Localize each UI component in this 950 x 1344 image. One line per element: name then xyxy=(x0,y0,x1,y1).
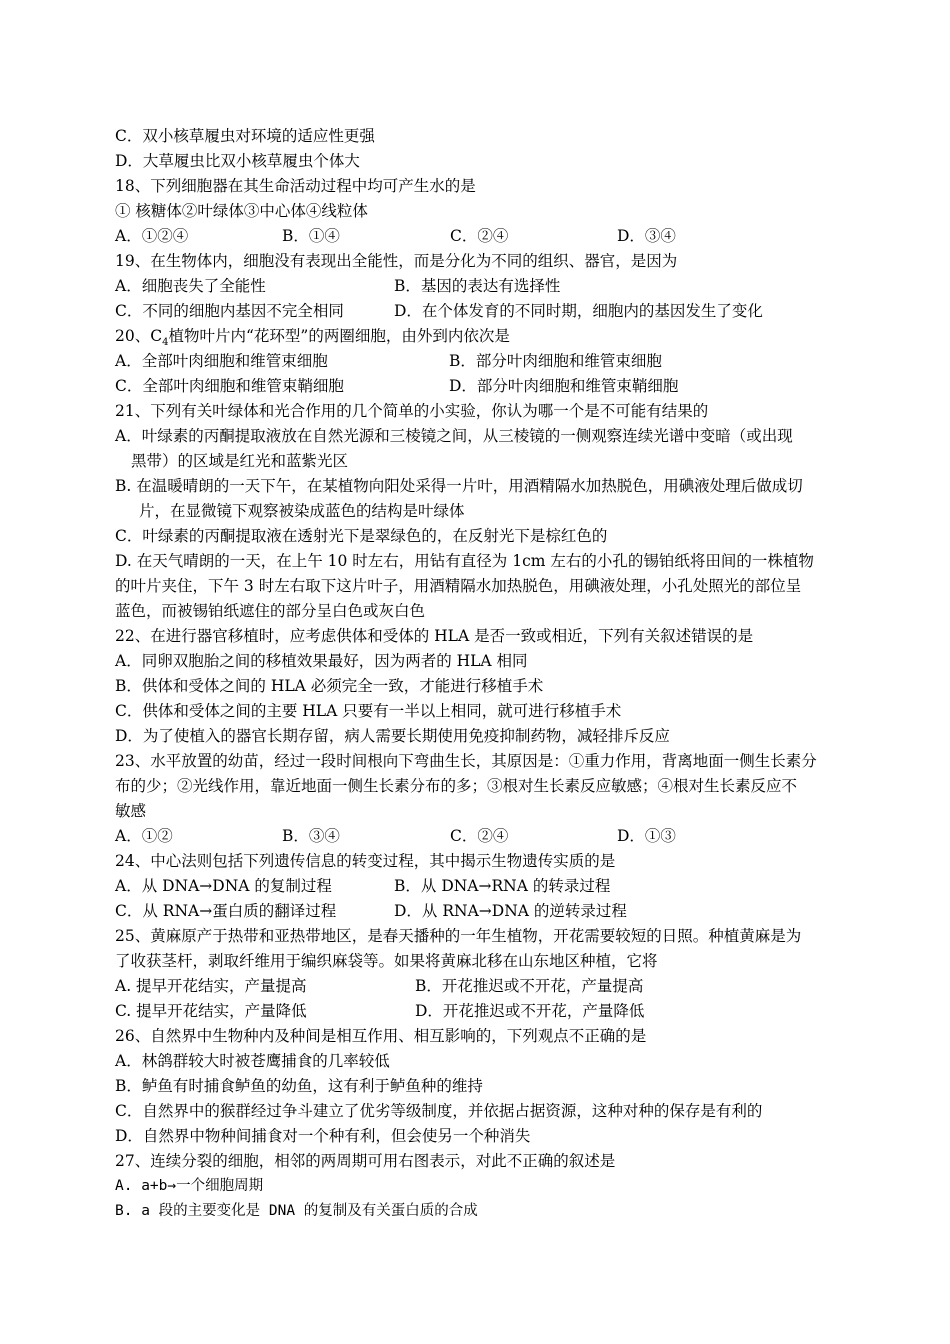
option-c: C．不同的细胞内基因不完全相同 xyxy=(115,302,344,320)
option-d: D．从 RNA→DNA 的逆转录过程 xyxy=(394,902,627,920)
option-17d: D．大草履虫比双小核草履虫个体大 xyxy=(115,152,360,170)
option-d: D．部分叶肉细胞和维管束鞘细胞 xyxy=(449,377,679,395)
question-27: 27、连续分裂的细胞，相邻的两周期可用右图表示，对此不正确的叙述是 xyxy=(115,1152,616,1170)
option-21a-line2: 黑带）的区域是红光和蓝紫光区 xyxy=(131,452,349,470)
option-21d-line1: D. 在天气晴朗的一天，在上午 10 时左右，用钻有直径为 1cm 左右的小孔的锡铂纸将田间的一株植物 xyxy=(115,552,814,570)
option-21d-line3: 蓝色，而被锡铂纸遮住的部分呈白色或灰白色 xyxy=(115,602,426,620)
option-21d-line2: 的叶片夹住，下午 3 时左右取下这片叶子，用酒精隔水加热脱色，用碘液处理，小孔处照光的部位呈 xyxy=(115,577,802,595)
option-26d: D．自然界中物种间捕食对一个种有利，但会使另一个种消失 xyxy=(115,1127,531,1145)
question-18-items: ① 核糖体②叶绿体③中心体④线粒体 xyxy=(115,202,368,220)
option-b: B．开花推迟或不开花，产量提高 xyxy=(415,977,644,995)
question-23-line3: 敏感 xyxy=(115,802,147,820)
option-a: A．①② xyxy=(115,827,173,845)
option-a: A. 提早开花结实，产量提高 xyxy=(115,977,307,995)
question-23-line1: 23、水平放置的幼苗，经过一段时间根向下弯曲生长，其原因是：①重力作用，背离地面一侧生长素分 xyxy=(115,752,817,770)
option-a: A．全部叶肉细胞和维管束细胞 xyxy=(115,352,328,370)
question-20-prefix: 20、C xyxy=(115,327,163,345)
question-23-options xyxy=(115,826,715,846)
option-21b-line1: B. 在温暖晴朗的一天下午，在某植物向阳处采得一片叶，用酒精隔水加热脱色，用碘液处理后做成切 xyxy=(115,477,803,495)
question-26: 26、自然界中生物种内及种间是相互作用、相互影响的，下列观点不正确的是 xyxy=(115,1027,647,1045)
option-21a-line1: A．叶绿素的丙酮提取液放在自然光源和三棱镜之间，从三棱镜的一侧观察连续光谱中变暗（或出现 xyxy=(115,427,793,445)
option-c: C. 提早开花结实，产量降低 xyxy=(115,1002,307,1020)
option-c: C．②④ xyxy=(450,227,509,245)
question-18: 18、下列细胞器在其生命活动过程中均可产生水的是 xyxy=(115,177,476,195)
option-c: C．从 RNA→蛋白质的翻译过程 xyxy=(115,902,337,920)
question-20 xyxy=(115,326,510,353)
option-26a: A．林鸽群较大时被苍鹰捕食的几率较低 xyxy=(115,1052,390,1070)
option-17c: C．双小核草履虫对环境的适应性更强 xyxy=(115,127,375,145)
question-24: 24、中心法则包括下列遗传信息的转变过程，其中揭示生物遗传实质的是 xyxy=(115,852,616,870)
option-a: A．①②④ xyxy=(115,227,189,245)
option-26c: C．自然界中的猴群经过争斗建立了优劣等级制度，并依据占据资源，这种对种的保存是有利的 xyxy=(115,1102,763,1120)
question-23-line2: 布的少；②光线作用，靠近地面一侧生长素分布的多；③根对生长素反应敏感；④根对生长素反应不 xyxy=(115,777,798,795)
option-26b: B．鲈鱼有时捕食鲈鱼的幼鱼，这有利于鲈鱼种的维持 xyxy=(115,1077,483,1095)
question-25-line2: 了收获茎杆，剥取纤维用于编织麻袋等。如果将黄麻北移在山东地区种植，它将 xyxy=(115,952,658,970)
option-b: B．③④ xyxy=(282,827,340,845)
question-20-options-ab xyxy=(115,351,815,371)
question-25-line1: 25、黄麻原产于热带和亚热带地区，是春天播种的一年生植物，开花需要较短的日照。种植黄麻是为 xyxy=(115,927,802,945)
question-20-options-cd xyxy=(115,376,815,396)
option-c: C．全部叶肉细胞和维管束鞘细胞 xyxy=(115,377,344,395)
option-b: B．从 DNA→RNA 的转录过程 xyxy=(394,877,611,895)
option-a: A．从 DNA→DNA 的复制过程 xyxy=(115,877,332,895)
question-18-options xyxy=(115,226,715,246)
option-21c: C．叶绿素的丙酮提取液在透射光下是翠绿色的，在反射光下是棕红色的 xyxy=(115,527,608,545)
option-22c: C．供体和受体之间的主要 HLA 只要有一半以上相同，就可进行移植手术 xyxy=(115,702,622,720)
option-d: D．①③ xyxy=(617,827,676,845)
question-19: 19、在生物体内，细胞没有表现出全能性，而是分化为不同的组织、器官，是因为 xyxy=(115,252,678,270)
question-24-options-ab xyxy=(115,876,815,896)
option-a: A．细胞丧失了全能性 xyxy=(115,277,266,295)
option-d: D．开花推迟或不开花，产量降低 xyxy=(415,1002,645,1020)
question-22: 22、在进行器官移植时，应考虑供体和受体的 HLA 是否一致或相近，下列有关叙述错误的是 xyxy=(115,627,754,645)
question-19-options-ab xyxy=(115,276,815,296)
option-d: D．在个体发育的不同时期，细胞内的基因发生了变化 xyxy=(394,302,763,320)
option-c: C．②④ xyxy=(450,827,509,845)
option-22a: A．同卵双胞胎之间的移植效果最好，因为两者的 HLA 相同 xyxy=(115,652,528,670)
option-d: D．③④ xyxy=(617,227,676,245)
subscript-4: 4 xyxy=(162,337,169,349)
option-27a: A. a+b→一个细胞周期 xyxy=(115,1178,264,1194)
option-27b: B. a 段的主要变化是 DNA 的复制及有关蛋白质的合成 xyxy=(115,1203,478,1219)
question-24-options-cd xyxy=(115,901,815,921)
option-b: B．①④ xyxy=(282,227,340,245)
option-21b-line2: 片，在显微镜下观察被染成蓝色的结构是叶绿体 xyxy=(139,502,465,520)
question-25-options-ab xyxy=(115,976,815,996)
question-20-text: 植物叶片内“花环型”的两圈细胞，由外到内依次是 xyxy=(168,327,510,345)
question-25-options-cd xyxy=(115,1001,815,1021)
option-22b: B．供体和受体之间的 HLA 必须完全一致，才能进行移植手术 xyxy=(115,677,544,695)
option-b: B．基因的表达有选择性 xyxy=(394,277,561,295)
question-19-options-cd xyxy=(115,301,835,321)
question-21: 21、下列有关叶绿体和光合作用的几个简单的小实验，你认为哪一个是不可能有结果的 xyxy=(115,402,709,420)
option-b: B．部分叶肉细胞和维管束细胞 xyxy=(449,352,662,370)
option-22d: D．为了使植入的器官长期存留，病人需要长期使用免疫抑制药物，减轻排斥反应 xyxy=(115,727,670,745)
